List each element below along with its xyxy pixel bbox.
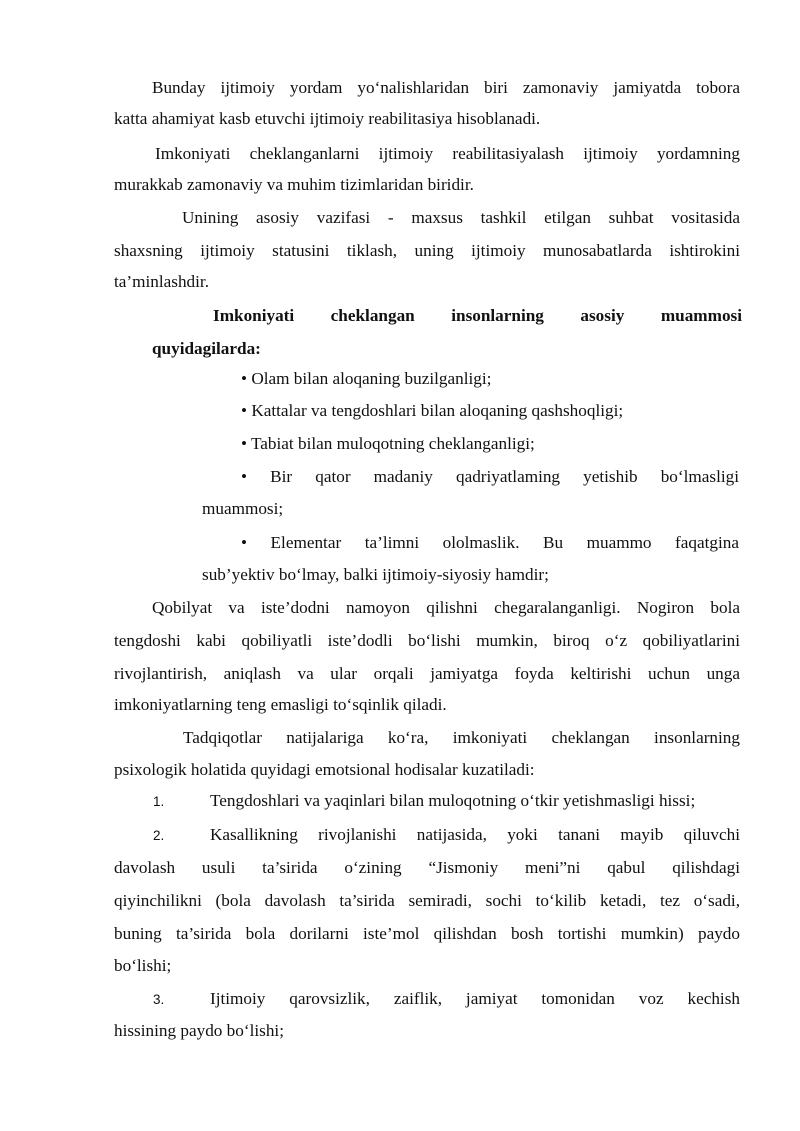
paragraph-5-line-1: Tadqiqotlar natijalariga ko‘ra, imkoniyati cheklangan insonlarning [183,728,740,747]
bullet-item-5-line-1: • Elementar ta’limni ololmaslik. Bu muammo faqatgina [241,533,739,552]
paragraph-2-line-1: Imkoniyati cheklanganlarni ijtimoiy reabilitasiyalash ijtimoiy yordamning [155,144,740,163]
bullet-item-3: • Tabiat bilan muloqotning cheklanganligi; [241,434,535,453]
numbered-item-2-line-4: buning ta’sirida bola dorilarni iste’mol qilishdan bosh tortishi mumkin) paydo [114,924,740,943]
numbered-item-2-line-3: qiyinchilikni (bola davolash ta’sirida semiradi, sochi to‘kilib ketadi, tez o‘sadi, [114,891,740,910]
bullet-item-1: • Olam bilan aloqaning buzilganligi; [241,369,492,388]
list-number-1: 1. [153,794,165,809]
paragraph-3-line-1: Unining asosiy vazifasi - maxsus tashkil etilgan suhbat vositasida [182,208,740,227]
numbered-item-2-line-2: davolash usuli ta’sirida o‘zining “Jismoniy meni”ni qabul qilishdagi [114,858,740,877]
numbered-item-2-line-1: Kasallikning rivojlanishi natijasida, yoki tanani mayib qiluvchi [210,825,740,844]
bullet-item-4-line-2: muammosi; [202,499,284,518]
bullet-item-2: • Kattalar va tengdoshlari bilan aloqaning qashshoqligi; [241,401,624,420]
paragraph-4-line-3: rivojlantirish, aniqlash va ular orqali jamiyatga foyda keltirishi uchun unga [114,664,740,683]
list-number-2: 2. [153,828,165,843]
section-heading-line-2: quyidagilarda: [152,339,261,358]
paragraph-5-line-2: psixologik holatida quyidagi emotsional hodisalar kuzatiladi: [114,760,535,779]
section-heading-line-1: Imkoniyati cheklangan insonlarning asosiy muammosi [213,306,742,325]
numbered-item-3-line-1: Ijtimoiy qarovsizlik, zaiflik, jamiyat tomonidan voz kechish [210,989,740,1008]
paragraph-4-line-1: Qobilyat va iste’dodni namoyon qilishni chegaralanganligi. Nogiron bola [152,598,740,617]
list-number-3: 3. [153,992,165,1007]
paragraph-4-line-2: tengdoshi kabi qobiliyatli iste’dodli bo‘lishi mumkin, biroq o‘z qobiliyatlarini [114,631,740,650]
paragraph-2-line-2: murakkab zamonaviy va muhim tizimlaridan biridir. [114,175,474,194]
numbered-item-2-line-5: bo‘lishi; [114,956,172,975]
paragraph-1-line-2: katta ahamiyat kasb etuvchi ijtimoiy reabilitasiya hisoblanadi. [114,109,541,128]
paragraph-1-line-1: Bunday ijtimoiy yordam yo‘nalishlaridan biri zamonaviy jamiyatda tobora [152,78,740,97]
bullet-item-4-line-1: • Bir qator madaniy qadriyatlaming yetishib bo‘lmasligi [241,467,739,486]
bullet-item-5-line-2: sub’yektiv bo‘lmay, balki ijtimoiy-siyosiy hamdir; [202,565,549,584]
paragraph-4-line-4: imkoniyatlarning teng emasligi to‘sqinlik qiladi. [114,695,447,714]
paragraph-3-line-3: ta’minlashdir. [114,272,209,291]
numbered-item-1-line-1: Tengdoshlari va yaqinlari bilan muloqotning o‘tkir yetishmasligi hissi; [210,791,696,810]
paragraph-3-line-2: shaxsning ijtimoiy statusini tiklash, uning ijtimoiy munosabatlarda ishtirokini [114,241,740,260]
numbered-item-3-line-2: hissining paydo bo‘lishi; [114,1021,284,1040]
